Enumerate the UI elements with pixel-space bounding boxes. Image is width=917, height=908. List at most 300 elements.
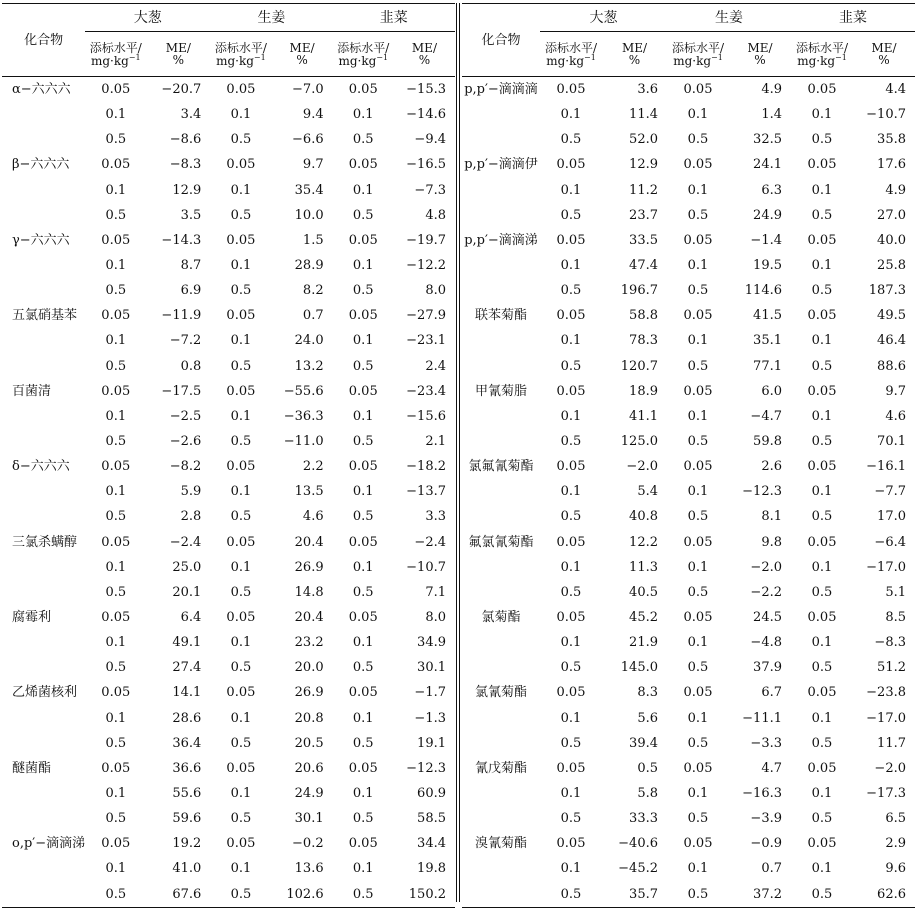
- me-value-cell: −8.3: [874, 635, 906, 651]
- compound-name: 腐霉利: [12, 610, 52, 626]
- compound-name: [2, 278, 85, 303]
- me-value-cell: 58.8: [629, 308, 658, 324]
- spike-level-cell: 0.05: [556, 82, 586, 98]
- me-value-cell: 0.5: [637, 760, 658, 776]
- me-value-cell: 2.6: [761, 459, 782, 475]
- compound-name: 溴氰菊酯: [474, 836, 527, 852]
- me-value-cell: 20.1: [172, 584, 202, 600]
- compound-name: [462, 404, 540, 429]
- me-value-cell: 5.1: [885, 584, 906, 600]
- compound-name: [2, 127, 85, 152]
- me-value-cell: 49.1: [172, 635, 202, 651]
- table-row: [462, 731, 915, 756]
- spike-level-cell: 0.1: [687, 484, 709, 500]
- table-row: [2, 429, 455, 454]
- spike-level-cell: 0.05: [226, 383, 256, 399]
- spike-level-cell: 0.5: [811, 509, 833, 525]
- spike-level-cell: 0.1: [811, 107, 833, 123]
- table-row: [2, 781, 455, 806]
- table-row: [2, 856, 455, 881]
- spike-level-cell: 0.5: [352, 584, 374, 600]
- me-value-cell: −2.0: [626, 459, 658, 475]
- me-value-cell: 14.1: [172, 685, 202, 701]
- me-value-cell: −14.3: [161, 232, 202, 248]
- me-value-cell: −2.4: [414, 534, 446, 550]
- spike-level-cell: 0.05: [226, 685, 256, 701]
- me-value-cell: −7.3: [414, 182, 446, 198]
- me-value-cell: 145.0: [620, 660, 658, 676]
- spike-level-cell: 0.1: [687, 635, 709, 651]
- spike-level-cell: 0.1: [560, 408, 582, 424]
- me-value-cell: −40.6: [618, 836, 658, 852]
- me-value-cell: 45.2: [629, 610, 658, 626]
- compound-name: [2, 555, 85, 580]
- group-header-scallion: 大葱: [85, 4, 210, 32]
- me-value-cell: 6.0: [761, 383, 782, 399]
- spike-level-cell: 0.5: [560, 509, 582, 525]
- me-value-cell: 17.0: [877, 509, 906, 525]
- me-value-cell: 2.1: [425, 434, 446, 450]
- compound-name: [462, 580, 540, 605]
- spike-level-cell: 0.05: [807, 459, 837, 475]
- spike-level-cell: 0.1: [560, 107, 582, 123]
- spike-level-cell: 0.05: [101, 232, 131, 248]
- spike-level-cell: 0.5: [352, 509, 374, 525]
- spike-level-cell: 0.05: [348, 610, 378, 626]
- spike-level-cell: 0.05: [101, 534, 131, 550]
- me-value-cell: 114.6: [744, 283, 782, 299]
- spike-level-cell: 0.05: [348, 459, 378, 475]
- spike-level-cell: 0.1: [352, 635, 374, 651]
- me-value-cell: −8.6: [169, 132, 202, 148]
- me-value-cell: 34.9: [417, 635, 446, 651]
- me-value-cell: −1.4: [750, 232, 782, 248]
- me-value-cell: −27.9: [406, 308, 446, 324]
- me-value-cell: 20.4: [294, 610, 324, 626]
- me-value-cell: 40.0: [877, 232, 906, 248]
- spike-level-cell: 0.5: [687, 509, 709, 525]
- spike-level-cell: 0.05: [556, 685, 586, 701]
- spike-level-cell: 0.5: [687, 434, 709, 450]
- me-value-cell: −7.7: [874, 484, 906, 500]
- me-value-cell: 37.9: [753, 660, 782, 676]
- me-value-cell: 24.0: [294, 333, 324, 349]
- me-value-cell: −1.3: [414, 710, 446, 726]
- me-value-cell: 5.9: [180, 484, 202, 500]
- me-header: ME/ %: [602, 32, 667, 77]
- compound-name: [2, 178, 85, 203]
- table-row: [462, 454, 915, 479]
- me-value-cell: −17.0: [866, 559, 906, 575]
- spike-level-cell: 0.1: [230, 861, 252, 877]
- me-value-cell: 6.3: [761, 182, 782, 198]
- spike-level-cell: 0.5: [352, 434, 374, 450]
- me-value-cell: −16.5: [406, 157, 446, 173]
- spike-level-cell: 0.05: [348, 232, 378, 248]
- me-value-cell: −6.6: [292, 132, 324, 148]
- spike-level-cell: 0.1: [811, 484, 833, 500]
- me-value-cell: −3.9: [750, 811, 782, 827]
- me-value-cell: 27.0: [877, 207, 906, 223]
- compound-name: 氯氰菊酯: [474, 685, 527, 701]
- spike-level-cell: 0.05: [101, 82, 131, 98]
- spike-level-cell: 0.5: [560, 584, 582, 600]
- spike-level-cell: 0.05: [556, 157, 586, 173]
- table-row: [462, 228, 915, 253]
- me-value-cell: −10.7: [406, 559, 446, 575]
- spike-level-cell: 0.1: [352, 258, 374, 274]
- spike-level-cell: 0.5: [352, 132, 374, 148]
- me-value-cell: 19.8: [417, 861, 446, 877]
- me-header: ME/ %: [394, 32, 455, 77]
- me-value-cell: 27.4: [172, 660, 202, 676]
- spike-level-cell: 0.1: [560, 710, 582, 726]
- spike-level-cell: 0.1: [230, 635, 252, 651]
- spike-level-cell: 0.05: [807, 685, 837, 701]
- me-value-cell: 35.1: [753, 333, 782, 349]
- spike-level-cell: 0.05: [807, 760, 837, 776]
- spike-level-cell: 0.05: [683, 459, 713, 475]
- me-value-cell: −12.2: [406, 258, 446, 274]
- compound-name: [2, 731, 85, 756]
- me-value-cell: 8.0: [425, 283, 446, 299]
- me-value-cell: 120.7: [620, 358, 658, 374]
- me-value-cell: 25.0: [172, 559, 202, 575]
- compound-name: 氯菊酯: [481, 610, 521, 626]
- me-value-cell: 12.2: [629, 534, 658, 550]
- me-value-cell: −4.8: [750, 635, 782, 651]
- compound-name: [462, 102, 540, 127]
- table-row: [462, 328, 915, 353]
- spike-level-cell: 0.1: [687, 559, 709, 575]
- spike-level-cell: 0.05: [807, 308, 837, 324]
- me-value-cell: −2.0: [750, 559, 782, 575]
- spike-level-cell: 0.05: [101, 383, 131, 399]
- me-value-cell: −15.6: [406, 408, 446, 424]
- compound-name: [2, 203, 85, 228]
- me-value-cell: −23.1: [406, 333, 446, 349]
- spike-level-cell: 0.05: [556, 760, 586, 776]
- spike-level-cell: 0.5: [687, 735, 709, 751]
- me-value-cell: 19.2: [172, 836, 202, 852]
- spike-level-cell: 0.05: [683, 82, 713, 98]
- group-header-ginger: 生姜: [210, 4, 332, 32]
- me-value-cell: 5.6: [637, 710, 658, 726]
- spike-level-cell: 0.5: [560, 283, 582, 299]
- me-value-cell: 60.9: [417, 786, 446, 801]
- me-value-cell: −11.0: [283, 434, 324, 450]
- table-row: [2, 806, 455, 831]
- me-value-cell: 8.5: [885, 610, 906, 626]
- table-row: [462, 680, 915, 705]
- me-value-cell: 19.1: [417, 735, 446, 751]
- spike-level-cell: 0.1: [230, 182, 252, 198]
- me-value-cell: −2.0: [874, 760, 906, 776]
- me-value-cell: −8.3: [169, 157, 202, 173]
- spike-level-cell: 0.05: [807, 82, 837, 98]
- spike-level-cell: 0.05: [807, 534, 837, 550]
- spike-level-cell: 0.1: [352, 710, 374, 726]
- me-value-cell: 28.9: [294, 258, 324, 274]
- compound-name: [462, 856, 540, 881]
- me-value-cell: 21.9: [629, 635, 658, 651]
- me-value-cell: 4.9: [761, 82, 782, 98]
- compound-name: 三氯杀螨醇: [12, 534, 78, 550]
- level-header: 添标水平/ $mg\cdot kg^{-1}$: [791, 32, 853, 77]
- me-value-cell: 3.3: [425, 509, 446, 525]
- compound-name: [462, 429, 540, 454]
- me-value-cell: 67.6: [146, 882, 210, 908]
- spike-level-cell: 0.05: [101, 685, 131, 701]
- table-row: [2, 706, 455, 731]
- spike-level-cell: 0.5: [105, 434, 127, 450]
- spike-level-cell: 0.1: [560, 258, 582, 274]
- spike-level-cell: 0.5: [687, 358, 709, 374]
- spike-level-cell: 0.5: [230, 811, 252, 827]
- compound-name: [2, 806, 85, 831]
- spike-level-cell: 0.05: [101, 308, 131, 324]
- me-value-cell: 30.1: [294, 811, 324, 827]
- me-value-cell: 150.2: [394, 882, 455, 908]
- spike-level-cell: 0.5: [687, 283, 709, 299]
- me-value-cell: 13.2: [294, 358, 324, 374]
- table-row: [462, 882, 915, 908]
- me-value-cell: 9.6: [885, 861, 906, 877]
- spike-level-cell: 0.5: [811, 584, 833, 600]
- compound-name: [462, 203, 540, 228]
- spike-level-cell: 0.5: [560, 207, 582, 223]
- double-rule-divider: [459, 3, 460, 902]
- spike-level-cell: 0.1: [687, 333, 709, 349]
- compound-name: [2, 655, 85, 680]
- table-row: [462, 530, 915, 555]
- me-value-cell: −2.5: [169, 408, 202, 424]
- me-value-cell: 51.2: [877, 660, 906, 676]
- me-value-cell: 2.4: [425, 358, 446, 374]
- me-value-cell: −2.2: [750, 584, 782, 600]
- group-header-scallion: 大葱: [540, 4, 667, 32]
- spike-level-cell: 0.1: [811, 710, 833, 726]
- compound-name: p,p′−滴滴伊: [464, 157, 538, 173]
- me-value-cell: 41.5: [753, 308, 782, 324]
- compound-name: α−六六六: [12, 82, 71, 98]
- spike-level-cell: 0.1: [560, 559, 582, 575]
- table-row: [2, 630, 455, 655]
- table-row: [462, 253, 915, 278]
- spike-level-cell: 0.1: [105, 408, 127, 424]
- me-value-cell: 36.4: [172, 735, 202, 751]
- me-value-cell: −45.2: [618, 861, 658, 877]
- me-value-cell: 187.3: [868, 283, 906, 299]
- table-row: [462, 856, 915, 881]
- table-row: [462, 404, 915, 429]
- level-header: 添标水平/ $mg\cdot kg^{-1}$: [85, 32, 146, 77]
- me-value-cell: 33.5: [629, 232, 658, 248]
- me-value-cell: 4.6: [302, 509, 324, 525]
- me-value-cell: 11.3: [629, 559, 658, 575]
- spike-level-cell: 0.5: [560, 434, 582, 450]
- me-value-cell: 6.4: [180, 610, 202, 626]
- me-value-cell: −15.3: [406, 82, 446, 98]
- spike-level-cell: 0.1: [811, 182, 833, 198]
- spike-level-cell: 0.05: [556, 836, 586, 852]
- me-value-cell: −14.6: [406, 107, 446, 123]
- me-value-cell: 35.4: [294, 182, 324, 198]
- compound-header: 化合物: [462, 4, 540, 77]
- table-row: [462, 303, 915, 328]
- spike-level-cell: 0.5: [230, 132, 252, 148]
- spike-level-cell: 0.1: [560, 484, 582, 500]
- spike-level-cell: 0.05: [348, 534, 378, 550]
- table-row: [2, 303, 455, 328]
- me-value-cell: 52.0: [629, 132, 658, 148]
- me-value-cell: 18.9: [629, 383, 658, 399]
- spike-level-cell: 0.1: [352, 333, 374, 349]
- compound-header: 化合物: [2, 4, 85, 77]
- table-row: [2, 831, 455, 856]
- table-row: [2, 278, 455, 303]
- compound-name: [2, 856, 85, 881]
- me-value-cell: 41.1: [629, 408, 658, 424]
- spike-level-cell: 0.1: [230, 258, 252, 274]
- me-value-cell: 19.5: [753, 258, 782, 274]
- compound-name: [462, 882, 540, 908]
- spike-level-cell: 0.1: [352, 408, 374, 424]
- me-value-cell: 24.5: [753, 610, 782, 626]
- spike-level-cell: 0.05: [101, 610, 131, 626]
- spike-level-cell: 0.05: [101, 157, 131, 173]
- spike-level-cell: 0.05: [101, 459, 131, 475]
- me-value-cell: −23.4: [406, 383, 446, 399]
- me-value-cell: 77.1: [753, 358, 782, 374]
- compound-name: [462, 479, 540, 504]
- compound-name: [462, 354, 540, 379]
- spike-level-cell: 0.5: [230, 735, 252, 751]
- table-row: [2, 203, 455, 228]
- compound-name: 醚菌酯: [12, 760, 52, 776]
- table-row: [2, 605, 455, 630]
- spike-level-cell: 0.05: [348, 383, 378, 399]
- compound-name: [2, 253, 85, 278]
- compound-name: [2, 404, 85, 429]
- spike-level-cell: 0.05: [807, 232, 837, 248]
- me-value-cell: 35.8: [877, 132, 906, 148]
- table-row: [2, 77, 455, 103]
- compound-name: 氯氟氰菊酯: [468, 459, 534, 475]
- compound-name: [462, 127, 540, 152]
- spike-level-cell: 0.5: [352, 735, 374, 751]
- spike-level-cell: 0.1: [105, 107, 127, 123]
- me-value-cell: −1.7: [414, 685, 446, 701]
- spike-level-cell: 0.1: [230, 559, 252, 575]
- me-value-cell: 58.5: [417, 811, 446, 827]
- spike-level-cell: 0.1: [352, 786, 374, 801]
- me-value-cell: 20.6: [294, 760, 324, 776]
- spike-level-cell: 0.5: [811, 358, 833, 374]
- table-row: [462, 127, 915, 152]
- spike-level-cell: 0.1: [105, 333, 127, 349]
- compound-name: [462, 328, 540, 353]
- compound-name: 乙烯菌核利: [12, 685, 78, 701]
- spike-level-cell: 0.1: [811, 559, 833, 575]
- spike-level-cell: 0.1: [230, 107, 252, 123]
- spike-level-cell: 0.05: [683, 610, 713, 626]
- me-value-cell: 3.4: [180, 107, 202, 123]
- spike-level-cell: 0.1: [230, 333, 252, 349]
- spike-level-cell: 0.5: [352, 811, 374, 827]
- spike-level-cell: 0.05: [683, 836, 713, 852]
- spike-level-cell: 0.1: [105, 786, 127, 801]
- me-value-cell: 5.4: [637, 484, 658, 500]
- compound-name: [462, 731, 540, 756]
- me-value-cell: 0.7: [302, 308, 324, 324]
- right-table: [462, 3, 915, 908]
- spike-level-cell: 0.1: [560, 635, 582, 651]
- spike-level-cell: 0.5: [811, 207, 833, 223]
- spike-level-cell: 0.1: [230, 484, 252, 500]
- me-value-cell: 11.4: [629, 107, 658, 123]
- group-header-leek: 韭菜: [791, 4, 915, 32]
- table-row: [462, 655, 915, 680]
- spike-level-cell: 0.5: [352, 660, 374, 676]
- table-row: [2, 253, 455, 278]
- spike-level-cell: 0.05: [807, 157, 837, 173]
- table-row: [2, 178, 455, 203]
- me-value-cell: −2.4: [169, 534, 202, 550]
- compound-name: [2, 102, 85, 127]
- spike-level-cell: 0.5: [105, 509, 127, 525]
- level-header: 添标水平/ $mg\cdot kg^{-1}$: [210, 32, 271, 77]
- table-row: [462, 479, 915, 504]
- table-row: [2, 152, 455, 177]
- compound-name: [462, 178, 540, 203]
- compound-name: γ−六六六: [12, 232, 70, 248]
- me-value-cell: 125.0: [620, 434, 658, 450]
- spike-level-cell: 0.1: [811, 408, 833, 424]
- compound-name: [462, 706, 540, 731]
- spike-level-cell: 0.05: [226, 459, 256, 475]
- me-value-cell: 4.8: [425, 207, 446, 223]
- me-value-cell: 9.4: [302, 107, 324, 123]
- me-value-cell: 0.8: [180, 358, 202, 374]
- me-value-cell: 33.3: [629, 811, 658, 827]
- compound-name: [2, 504, 85, 529]
- me-value-cell: 4.7: [761, 760, 782, 776]
- me-value-cell: −12.3: [406, 760, 446, 776]
- me-header: ME/ %: [272, 32, 333, 77]
- me-value-cell: 70.1: [877, 434, 906, 450]
- level-header: 添标水平/ $mg\cdot kg^{-1}$: [667, 32, 729, 77]
- spike-level-cell: 0.05: [226, 610, 256, 626]
- spike-level-cell: 0.1: [560, 861, 582, 877]
- spike-level-cell: 0.5: [811, 735, 833, 751]
- spike-level-cell: 0.05: [348, 308, 378, 324]
- me-value-cell: −18.2: [406, 459, 446, 475]
- spike-level-cell: 0.05: [556, 383, 586, 399]
- me-value-cell: 20.0: [294, 660, 324, 676]
- me-value-cell: 24.1: [753, 157, 782, 173]
- me-value-cell: 3.5: [180, 207, 202, 223]
- compound-name: p,p′−滴滴涕: [464, 232, 538, 248]
- spike-level-cell: 0.1: [230, 786, 252, 801]
- spike-level-cell: 0.5: [811, 132, 833, 148]
- table-row: [2, 655, 455, 680]
- me-value-cell: −7.0: [292, 82, 324, 98]
- spike-level-cell: 0.5: [811, 283, 833, 299]
- spike-level-cell: 0.05: [226, 232, 256, 248]
- spike-level-cell: 0.5: [540, 882, 602, 908]
- me-value-cell: 62.6: [853, 882, 915, 908]
